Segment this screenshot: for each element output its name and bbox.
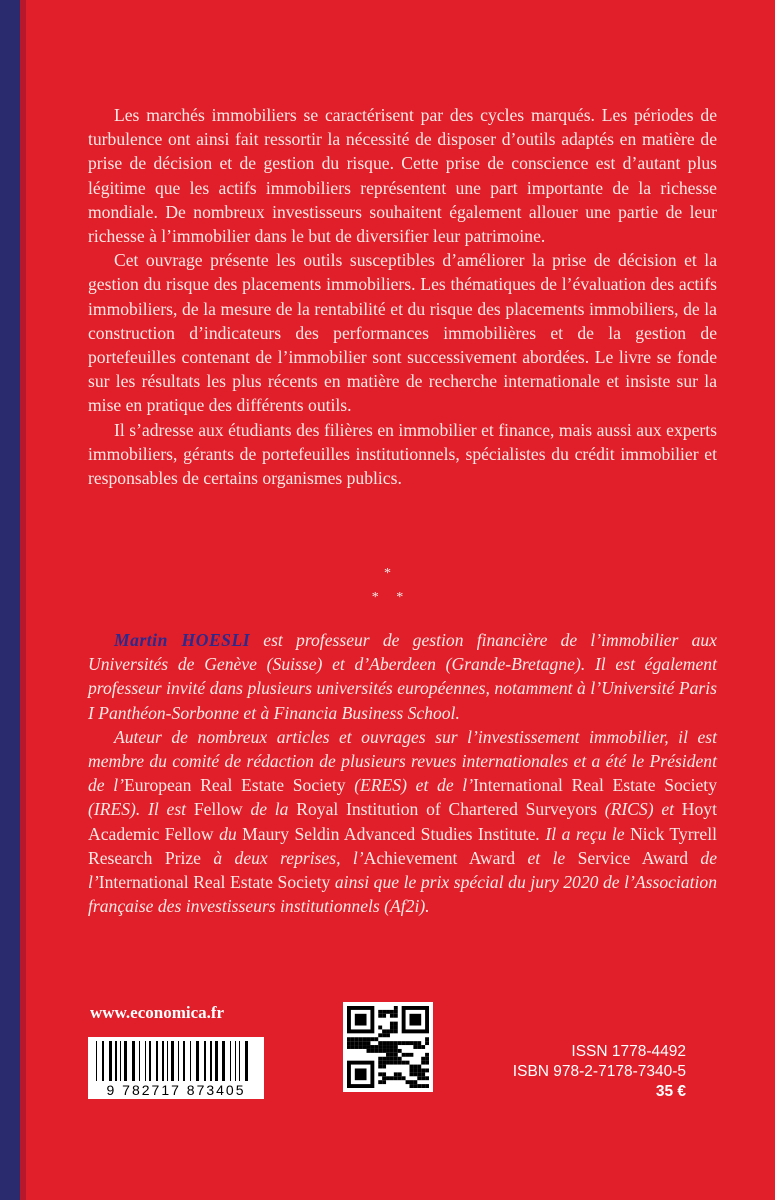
- barcode-bar: [171, 1041, 174, 1081]
- qr-module: [390, 1029, 394, 1033]
- qr-module: [347, 1045, 351, 1049]
- qr-module: [398, 1049, 402, 1053]
- qr-module: [378, 1065, 382, 1069]
- qr-module: [425, 1061, 429, 1065]
- qr-module: [402, 1076, 406, 1080]
- bio-paragraph-2: [88, 725, 717, 919]
- qr-module: [370, 1045, 374, 1049]
- barcode-bars: [88, 1039, 264, 1085]
- qr-module: [386, 1041, 390, 1045]
- qr-module: [394, 1014, 398, 1018]
- qr-module: [351, 1041, 355, 1045]
- bio-text: à deux reprises, l’: [201, 847, 364, 868]
- barcode-bar: [124, 1041, 127, 1081]
- qr-module: [374, 1045, 378, 1049]
- qr-module: [402, 1041, 406, 1045]
- qr-module: [421, 1061, 425, 1065]
- barcode-bar: [245, 1041, 248, 1081]
- qr-module: [355, 1041, 359, 1045]
- qr-module: [394, 1072, 398, 1076]
- qr-module: [413, 1065, 417, 1069]
- website-link[interactable]: www.economica.fr: [90, 1003, 225, 1022]
- qr-module: [398, 1057, 402, 1061]
- qr-module: [378, 1049, 382, 1053]
- barcode-bar: [145, 1041, 146, 1081]
- qr-module: [378, 1061, 382, 1065]
- qr-module: [382, 1010, 386, 1014]
- qr-module: [378, 1072, 382, 1076]
- qr-module: [386, 1057, 390, 1061]
- qr-module: [394, 1029, 398, 1033]
- bio-text: (ERES) et de l’: [345, 775, 474, 796]
- qr-module: [351, 1045, 355, 1049]
- issn-number: ISSN 1778-4492: [571, 1043, 686, 1060]
- qr-module: [394, 1061, 398, 1065]
- qr-module: [394, 1010, 398, 1014]
- qr-module: [417, 1068, 421, 1072]
- qr-module: [347, 1041, 351, 1045]
- qr-module: [413, 1045, 417, 1049]
- barcode-bar: [222, 1041, 225, 1081]
- qr-module: [394, 1026, 398, 1030]
- qr-module: [413, 1080, 417, 1084]
- qr-module: [413, 1041, 417, 1045]
- barcode-bar: [156, 1041, 158, 1081]
- qr-module: [363, 1037, 367, 1041]
- qr-module: [351, 1037, 355, 1041]
- qr-module: [386, 1076, 390, 1080]
- qr-module: [386, 1045, 390, 1049]
- qr-module: [390, 1026, 394, 1030]
- barcode-bar: [115, 1041, 117, 1081]
- qr-module: [367, 1037, 371, 1041]
- qr-finder-core: [355, 1014, 367, 1026]
- qr-module: [390, 1010, 394, 1014]
- qr-module: [355, 1045, 359, 1049]
- bio-org: Maury Seldin Advanced Studies Institute: [242, 823, 536, 844]
- barcode-bar: [178, 1041, 179, 1081]
- barcode-bar: [204, 1041, 206, 1081]
- bio-org: International Real Estate Society: [98, 872, 331, 893]
- separator-star-bottom: * *: [371, 590, 404, 605]
- summary-paragraph: Les marchés immobiliers se caractérisent par des cycles marqués. Les périodes de turbulence ont ainsi fait ressortir la nécessité de disposer d’outils adaptés en matière de prise de décision et de gestion du risque. Cette prise de conscience est d’autant plus légitime que les actifs immobiliers représentent une part importante de la richesse mondiale. De nombreux investisseurs souhaitent également allouer une partie de leur richesse à l’immobilier dans le but de diversifier leur patrimoine.: [88, 105, 717, 247]
- bio-org: International Real Estate Society: [473, 775, 717, 796]
- qr-module: [386, 1061, 390, 1065]
- qr-module: [390, 1053, 394, 1057]
- bio-text: . Il a reçu le: [535, 823, 631, 844]
- qr-module: [378, 1045, 382, 1049]
- barcode-bar: [109, 1041, 112, 1081]
- qr-module: [382, 1065, 386, 1069]
- qr-module: [347, 1037, 351, 1041]
- isbn-number: ISBN 978-2-7178-7340-5: [512, 1063, 686, 1080]
- qr-module: [386, 1029, 390, 1033]
- qr-module: [390, 1041, 394, 1045]
- qr-module: [421, 1072, 425, 1076]
- qr-module: [425, 1041, 429, 1045]
- qr-module: [417, 1072, 421, 1076]
- barcode-bar: [239, 1041, 240, 1081]
- qr-module: [406, 1080, 410, 1084]
- qr-module: [398, 1072, 402, 1076]
- qr-module: [382, 1076, 386, 1080]
- qr-module: [378, 1080, 382, 1084]
- separator-star-top: *: [384, 566, 391, 581]
- qr-module: [406, 1053, 410, 1057]
- qr-module: [386, 1053, 390, 1057]
- qr-module: [398, 1076, 402, 1080]
- qr-module: [394, 1076, 398, 1080]
- summary-paragraph: Cet ouvrage présente les outils susceptibles d’améliorer la prise de décision et la gestion du risque des placements immobiliers. Les thématiques de l’évaluation des actifs immobiliers, de la mesure de la rentabilité et du risque des placements immobiliers, de la construction d’indicateurs des performances immobilières et de la gestion de portefeuilles contenant de l’immobilier sont successivement abordées. Le livre se fonde sur les résultats les plus récents en matière de recherche internationale et insiste sur la mise en pratique des différents outils.: [88, 250, 717, 416]
- barcode-bar: [167, 1041, 168, 1081]
- qr-module: [417, 1084, 421, 1088]
- qr-module: [382, 1061, 386, 1065]
- qr-module: [363, 1045, 367, 1049]
- qr-module: [409, 1041, 413, 1045]
- summary-paragraph: Il s’adresse aux étudiants des filières en immobilier et finance, mais aussi aux experts immobiliers, gérants de portefeuilles institutionnels, spécialistes du crédit immobilier et responsables de certains organismes publics.: [88, 419, 717, 489]
- qr-module: [382, 1049, 386, 1053]
- qr-module: [382, 1041, 386, 1045]
- qr-module: [382, 1057, 386, 1061]
- qr-module: [421, 1076, 425, 1080]
- qr-module: [390, 1057, 394, 1061]
- qr-module: [370, 1049, 374, 1053]
- qr-module: [425, 1068, 429, 1072]
- qr-module: [378, 1033, 382, 1037]
- barcode-bar: [139, 1041, 140, 1081]
- qr-module: [355, 1037, 359, 1041]
- qr-module: [382, 1072, 386, 1076]
- bio-text: Auteur de nombreux articles et ouvrages sur l’investissement immobilier, il est membre du comité de rédaction de plusieurs revues internationales et a été le Président de l’: [88, 726, 717, 796]
- qr-module: [402, 1053, 406, 1057]
- bio-paragraph-1: [88, 628, 717, 725]
- bio-text: du: [213, 823, 243, 844]
- qr-module: [386, 1049, 390, 1053]
- qr-module: [406, 1041, 410, 1045]
- qr-module: [359, 1045, 363, 1049]
- qr-module: [359, 1037, 363, 1041]
- qr-module: [409, 1072, 413, 1076]
- qr-module: [409, 1084, 413, 1088]
- isbn-barcode: [88, 1037, 264, 1099]
- qr-module: [390, 1014, 394, 1018]
- barcode-bar: [235, 1041, 236, 1081]
- qr-module: [378, 1026, 382, 1030]
- qr-module: [417, 1065, 421, 1069]
- barcode-bar: [230, 1041, 231, 1081]
- qr-module: [394, 1041, 398, 1045]
- qr-module: [394, 1057, 398, 1061]
- qr-module: [390, 1049, 394, 1053]
- qr-module: [370, 1037, 374, 1041]
- bio-org: Fellow: [193, 799, 243, 820]
- barcode-number: 9 782717 873405: [88, 1082, 264, 1098]
- author-name: Martin HOESLI: [114, 630, 251, 650]
- bio-text: (IRES). Il est: [88, 799, 194, 820]
- bio-text: (RICS) et: [596, 799, 682, 820]
- qr-module: [382, 1080, 386, 1084]
- qr-module: [394, 1045, 398, 1049]
- qr-module: [382, 1045, 386, 1049]
- qr-module: [378, 1041, 382, 1045]
- qr-module: [417, 1041, 421, 1045]
- bio-text: est professeur de gestion financière de l’immobilier aux Universités de Genève (Suisse) et d’Aberdeen (Grande-Bretagne). Il est également professeur invité dans plusieurs universités européennes, notamment à l’Université Paris I Panthéon-Sorbonne et à Financia Business School.: [88, 630, 717, 723]
- barcode-bar: [132, 1041, 135, 1081]
- qr-finder-core: [355, 1068, 367, 1080]
- qr-module: [390, 1076, 394, 1080]
- qr-module: [386, 1010, 390, 1014]
- qr-module: [390, 1045, 394, 1049]
- qr-module: [374, 1049, 378, 1053]
- barcode-bar: [210, 1041, 212, 1081]
- qr-module: [382, 1014, 386, 1018]
- qr-module: [425, 1076, 429, 1080]
- qr-module: [386, 1033, 390, 1037]
- author-bio: [88, 628, 717, 918]
- qr-module: [394, 1006, 398, 1010]
- qr-module: [425, 1057, 429, 1061]
- qr-module: [378, 1010, 382, 1014]
- barcode-bar: [102, 1041, 104, 1081]
- qr-module: [394, 1049, 398, 1053]
- qr-module: [409, 1068, 413, 1072]
- qr-module: [417, 1076, 421, 1080]
- qr-module: [413, 1084, 417, 1088]
- barcode-bar: [196, 1041, 199, 1081]
- qr-finder-core: [409, 1014, 421, 1026]
- bio-org: Royal Institution of Chartered Surveyors: [296, 799, 597, 820]
- qr-code[interactable]: [343, 1002, 433, 1092]
- qr-module: [409, 1065, 413, 1069]
- price: 35 €: [655, 1083, 686, 1100]
- summary-text: [88, 103, 717, 490]
- barcode-bar: [120, 1041, 121, 1081]
- qr-module: [367, 1041, 371, 1045]
- qr-module: [398, 1041, 402, 1045]
- qr-module: [367, 1045, 371, 1049]
- qr-module: [363, 1041, 367, 1045]
- qr-module: [367, 1049, 371, 1053]
- qr-module: [421, 1068, 425, 1072]
- qr-module: [413, 1072, 417, 1076]
- bio-text: et le: [515, 847, 578, 868]
- qr-module: [417, 1045, 421, 1049]
- qr-module: [409, 1053, 413, 1057]
- bio-org: Achievement Award: [363, 847, 516, 868]
- bio-org: European Real Estate Society: [124, 775, 346, 796]
- qr-module: [394, 1053, 398, 1057]
- qr-module: [390, 1022, 394, 1026]
- qr-module: [402, 1061, 406, 1065]
- qr-module: [378, 1057, 382, 1061]
- qr-module: [421, 1084, 425, 1088]
- qr-module: [390, 1061, 394, 1065]
- qr-module: [421, 1045, 425, 1049]
- qr-module: [421, 1057, 425, 1061]
- book-codes: [513, 1042, 686, 1102]
- qr-module: [425, 1053, 429, 1057]
- qr-module: [398, 1061, 402, 1065]
- qr-module: [378, 1014, 382, 1018]
- barcode-bar: [215, 1041, 218, 1081]
- barcode-bar: [190, 1041, 191, 1081]
- barcode-bar: [96, 1041, 97, 1081]
- barcode-bar: [183, 1041, 185, 1081]
- bio-text: de la: [242, 799, 297, 820]
- qr-module: [394, 1022, 398, 1026]
- bio-text: de l’: [88, 847, 718, 893]
- qr-module: [409, 1080, 413, 1084]
- qr-module: [382, 1033, 386, 1037]
- bio-org: Service Award: [577, 847, 689, 868]
- qr-module: [406, 1061, 410, 1065]
- bio-org: Nick Tyrrell Research Prize: [88, 823, 718, 868]
- qr-code-pattern: [343, 1002, 433, 1092]
- qr-module: [413, 1068, 417, 1072]
- qr-module: [382, 1029, 386, 1033]
- bio-text: ainsi que le prix spécial du jury 2020 de l’Association française des investisseurs institutionnels (Af2i).: [88, 872, 717, 917]
- qr-module: [359, 1041, 363, 1045]
- bio-org: Hoyt Academic Fellow: [88, 799, 717, 844]
- barcode-bar: [149, 1041, 151, 1081]
- qr-module: [425, 1084, 429, 1088]
- barcode-bar: [162, 1041, 164, 1081]
- qr-module: [374, 1037, 378, 1041]
- qr-module: [425, 1037, 429, 1041]
